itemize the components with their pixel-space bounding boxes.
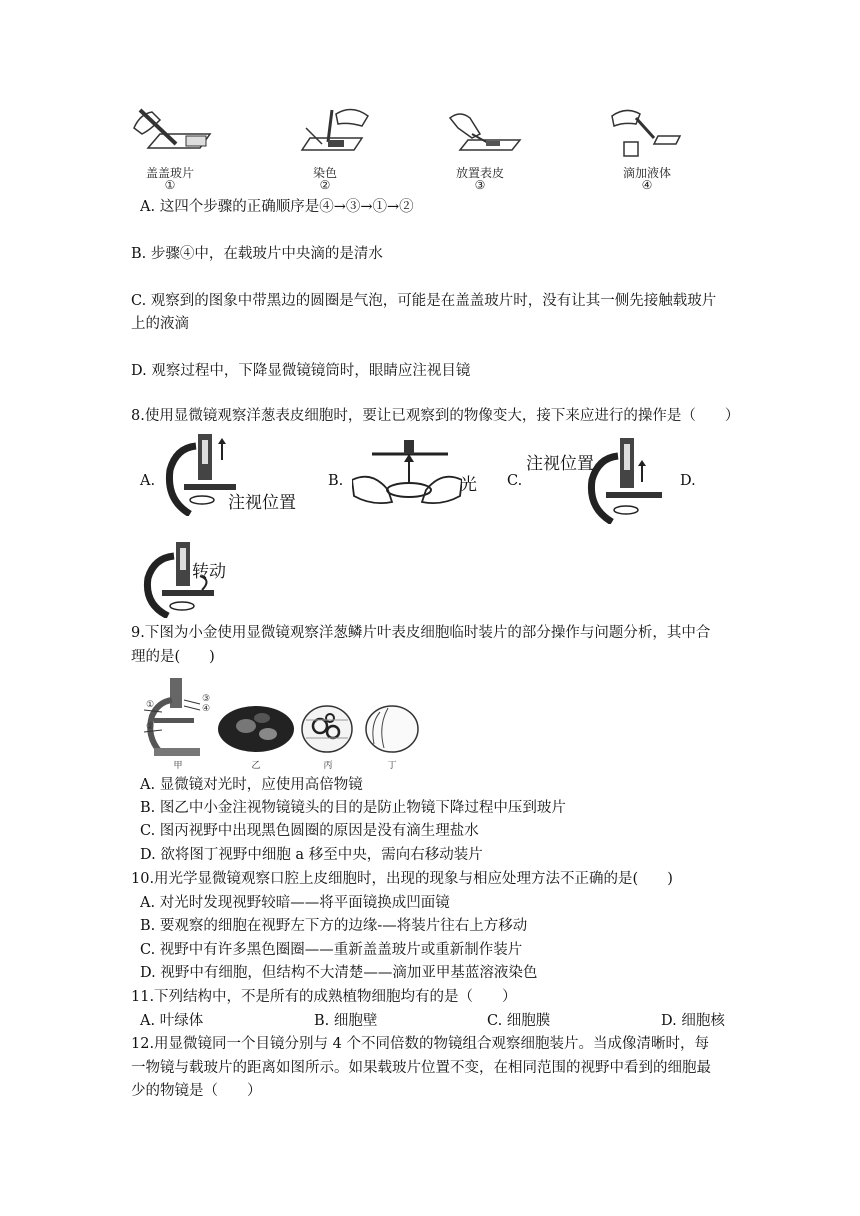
- q9-caption-bing: 丙: [323, 761, 333, 771]
- q9-figure-yi: [216, 704, 296, 754]
- step-figure-place-peel: [446, 110, 522, 160]
- q7-option-d: D. 观察过程中，下降显微镜镜筒时，眼睛应注视目镜: [131, 363, 471, 379]
- q11-option-a: A. 叶绿体: [140, 1013, 204, 1029]
- q9-stem-line2: 理的是( ): [131, 649, 215, 665]
- q8-option-d-letter: D.: [680, 473, 696, 489]
- q9-marker-2: ②: [145, 722, 155, 732]
- step-figure-add-liquid: [606, 104, 684, 162]
- q9-figure-bing: [300, 704, 354, 754]
- q9-caption-jia: 甲: [173, 761, 183, 771]
- step-num-4: ④: [641, 178, 653, 192]
- step-figure-stain: [292, 104, 378, 162]
- q8-option-b-mirror-figure: [352, 440, 462, 518]
- q9-option-a: A. 显微镜对光时，应使用高倍物镜: [140, 777, 363, 793]
- step-label-2: 染色: [312, 166, 337, 180]
- q12-stem-line2: 一物镜与载玻片的距离如图所示。如果载玻片位置不变，在相同范围的视野中看到的细胞最: [131, 1060, 711, 1076]
- q9-caption-yi: 乙: [251, 761, 261, 771]
- q9-option-d: D. 欲将图丁视野中细胞 a 移至中央，需向右移动装片: [140, 847, 483, 863]
- q8-option-c-microscope-figure: [586, 436, 668, 524]
- q7-option-c-line2: 上的液滴: [131, 316, 189, 332]
- q12-stem-line3: 少的物镜是（ ）: [131, 1083, 262, 1099]
- q8-option-c-letter: C.: [507, 473, 523, 489]
- q7-option-c-line1: C. 观察到的图象中带黑边的圆圈是气泡，可能是在盖盖玻片时，没有让其一侧先接触载玻片: [131, 293, 717, 309]
- q9-option-c: C. 图丙视野中出现黑色圆圈的原因是没有滴生理盐水: [140, 823, 479, 839]
- q7-option-b: B. 步骤④中，在载玻片中央滴的是清水: [131, 246, 383, 262]
- q9-marker-3: ③: [201, 694, 211, 704]
- q11-stem: 11.下列结构中，不是所有的成熟植物细胞均有的是（ ）: [131, 989, 517, 1005]
- q9-marker-4: ④: [201, 704, 211, 714]
- q9-option-b: B. 图乙中小金注视物镜镜头的目的是防止物镜下降过程中压到玻片: [140, 800, 566, 816]
- q10-option-b: B. 要观察的细胞在视野左下方的边缘-—将装片往右上方移动: [140, 918, 528, 934]
- step-num-2: ②: [319, 178, 331, 192]
- step-label-1: 盖盖玻片: [145, 166, 194, 180]
- q8-option-c-caption: 注视位置: [526, 454, 594, 474]
- q8-option-d-caption: 转动: [192, 562, 226, 582]
- q9-stem-line1: 9.下图为小金使用显微镜观察洋葱鳞片叶表皮细胞临时装片的部分操作与问题分析，其中合: [131, 625, 711, 641]
- step-num-3: ③: [474, 178, 486, 192]
- step-figure-cover-slip: [130, 104, 220, 162]
- step-label-3: 放置表皮: [455, 166, 504, 180]
- q9-marker-1: ①: [145, 700, 155, 710]
- q8-stem: 8.使用显微镜观察洋葱表皮细胞时，要让已观察到的物像变大，接下来应进行的操作是（ ）: [131, 408, 740, 424]
- q10-option-a: A. 对光时发现视野较暗——将平面镜换成凹面镜: [140, 895, 450, 911]
- q12-stem-line1: 12.用显微镜同一个目镜分别与 4 个不同倍数的物镜组合观察细胞装片。当成像清晰时，每: [131, 1036, 709, 1052]
- q10-option-c: C. 视野中有许多黑色圈圈——重新盖盖玻片或重新制作装片: [140, 942, 523, 958]
- q11-option-d: D. 细胞核: [661, 1013, 725, 1029]
- q10-option-d: D. 视野中有细胞，但结构不大清楚——滴加亚甲基蓝溶液染色: [140, 965, 538, 981]
- q8-option-a-caption: 注视位置: [228, 493, 296, 513]
- q9-figure-ding: [364, 704, 420, 754]
- q7-option-a: A. 这四个步骤的正确顺序是④→③→①→②: [140, 199, 414, 215]
- q9-caption-ding: 丁: [387, 761, 397, 771]
- q10-stem: 10.用光学显微镜观察口腔上皮细胞时，出现的现象与相应处理方法不正确的是( ): [131, 871, 673, 887]
- q11-option-b: B. 细胞壁: [314, 1013, 378, 1029]
- q9-figure-microscope-jia: [140, 676, 212, 758]
- step-num-1: ①: [164, 178, 176, 192]
- step-label-4: 滴加液体: [622, 166, 671, 180]
- q8-option-b-letter: B.: [328, 473, 344, 489]
- q8-option-b-caption: 光: [460, 475, 477, 495]
- q8-option-a-letter: A.: [140, 473, 156, 489]
- q11-option-c: C. 细胞膜: [487, 1013, 551, 1029]
